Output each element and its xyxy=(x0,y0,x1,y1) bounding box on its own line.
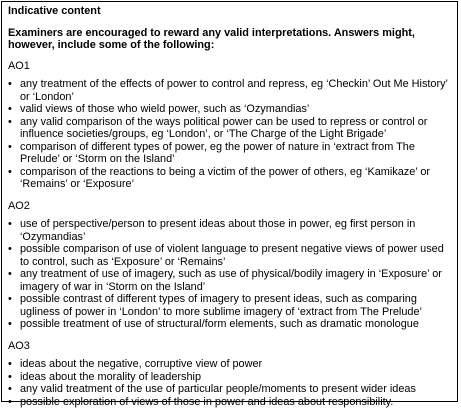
list-item: • possible treatment of use of structural/form elements, such as dramatic monologue xyxy=(8,318,451,331)
intro-text: Examiners are encouraged to reward any valid interpretations. Answers might, however, include some of the following: xyxy=(8,27,451,52)
list-item: • any valid comparison of the ways political power can be used to repress or control or influence societies/groups, eg ‘London’, or ‘The Charge of the Light Brigade’ xyxy=(8,116,451,141)
list-item: • any treatment of the effects of power to control and repress, eg ‘Checkin’ Out Me History’ or ‘London’ xyxy=(8,78,451,103)
list-item: • any treatment of use of imagery, such as use of physical/bodily imagery in ‘Exposure’ or imagery of war in ‘Storm on the Island’ xyxy=(8,268,451,293)
ao2-list xyxy=(8,218,451,331)
section-title-ao2: AO2 xyxy=(8,200,451,213)
ao1-list xyxy=(8,78,451,191)
ao3-list xyxy=(8,358,451,408)
list-item: • valid views of those who wield power, such as ‘Ozymandias’ xyxy=(8,103,451,116)
list-item: • possible comparison of use of violent language to present negative views of power used to control, such as ‘Exposure’ or ‘Remains’ xyxy=(8,243,451,268)
section-title-ao1: AO1 xyxy=(8,60,451,73)
list-item: • any valid treatment of the use of particular people/moments to present wider ideas xyxy=(8,383,451,396)
heading: Indicative content xyxy=(8,5,451,18)
indicative-content-box xyxy=(1,1,458,402)
list-item: • possible exploration of views of those in power and ideas about responsibility. xyxy=(8,396,451,408)
list-item: • comparison of the reactions to being a victim of the power of others, eg ‘Kamikaze’ or ‘Remains’ or ‘Exposure’ xyxy=(8,166,451,191)
list-item: • ideas about the morality of leadership xyxy=(8,371,451,384)
list-item: • comparison of different types of power, eg the power of nature in ‘extract from The Prelude’ or ‘Storm on the Island’ xyxy=(8,141,451,166)
section-ao3 xyxy=(8,340,451,408)
section-title-ao3: AO3 xyxy=(8,340,451,353)
section-ao2 xyxy=(8,200,451,331)
list-item: • use of perspective/person to present ideas about those in power, eg first person in ‘Ozymandias’ xyxy=(8,218,451,243)
section-ao1 xyxy=(8,60,451,191)
list-item: • ideas about the negative, corruptive view of power xyxy=(8,358,451,371)
list-item: • possible contrast of different types of imagery to present ideas, such as comparing ugliness of power in ‘London’ to more sublime imagery of ‘extract from The Prelude’ xyxy=(8,293,451,318)
